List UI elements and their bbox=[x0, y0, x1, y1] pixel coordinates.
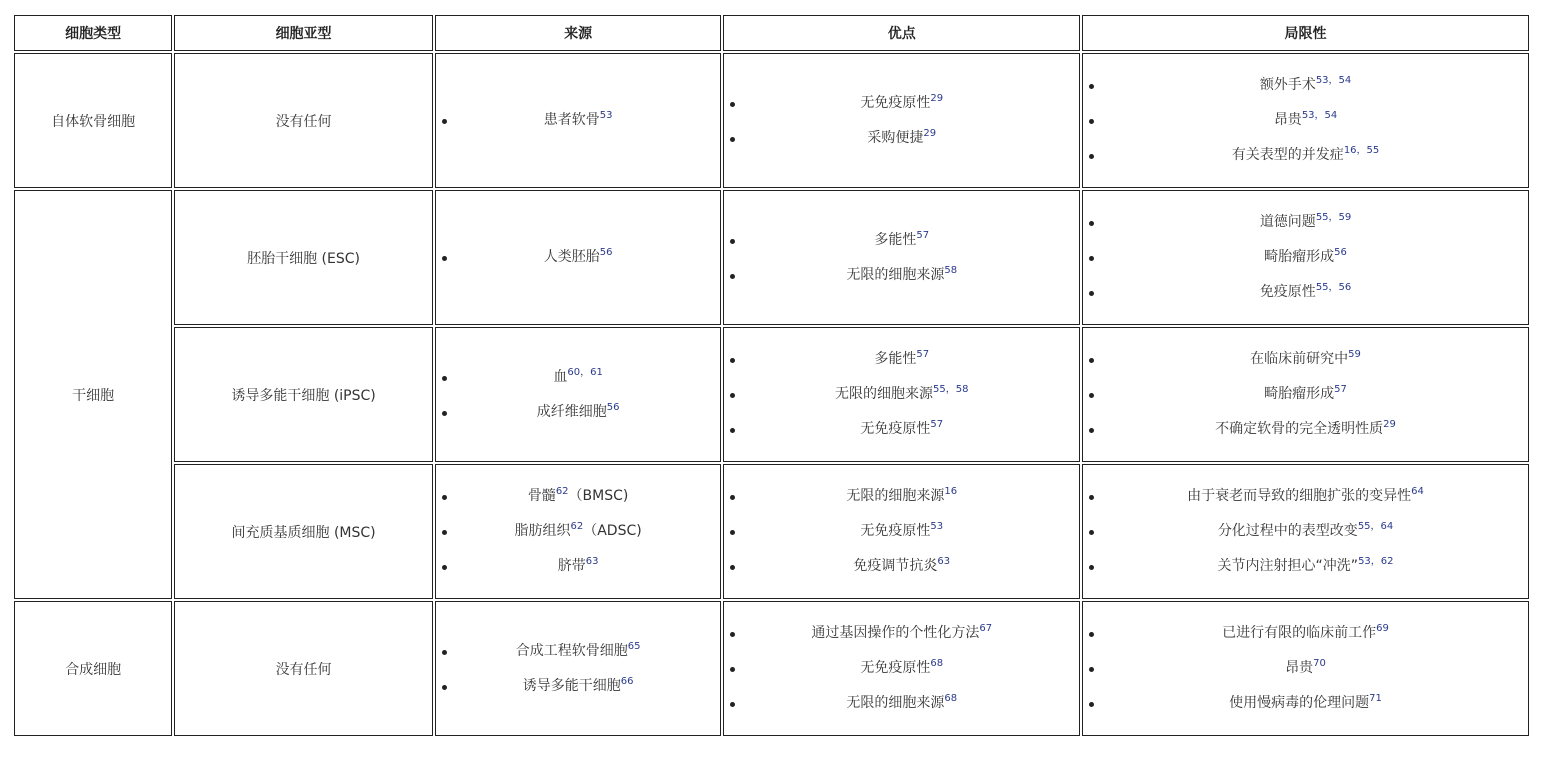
reference-superscript: 57 bbox=[916, 349, 930, 360]
list-item bbox=[436, 549, 721, 584]
item-text: 患者软骨 bbox=[543, 112, 600, 128]
list-item bbox=[1083, 240, 1528, 275]
reference-superscript: 55，59 bbox=[1315, 212, 1352, 223]
list-item bbox=[1083, 412, 1528, 447]
header-source: 来源 bbox=[435, 15, 722, 51]
list-item bbox=[436, 103, 721, 138]
sources-cell bbox=[435, 464, 722, 599]
subtype-cell: 诱导多能干细胞 (iPSC) bbox=[174, 327, 433, 462]
reference-superscript: 53，62 bbox=[1358, 556, 1394, 567]
item-text: 免疫调节抗炎 bbox=[853, 558, 938, 574]
header-cell-subtype: 细胞亚型 bbox=[174, 15, 433, 51]
limitations-cell bbox=[1082, 327, 1529, 462]
sources-cell bbox=[435, 190, 722, 325]
limitations-cell bbox=[1082, 53, 1529, 188]
item-text: 免疫原性 bbox=[1259, 284, 1316, 300]
item-text: 脐带 bbox=[557, 558, 586, 574]
subtype-cell: 胚胎干细胞 (ESC) bbox=[174, 190, 433, 325]
header-limitations: 局限性 bbox=[1082, 15, 1529, 51]
table-row bbox=[14, 327, 1529, 462]
reference-superscript: 53，54 bbox=[1301, 110, 1338, 121]
advantages-cell bbox=[723, 190, 1080, 325]
list-item bbox=[1083, 549, 1528, 584]
reference-superscript: 70 bbox=[1313, 658, 1326, 669]
table-row bbox=[14, 190, 1529, 325]
item-text: 无限的细胞来源 bbox=[846, 266, 945, 283]
reference-superscript: 63 bbox=[937, 556, 951, 567]
list-item bbox=[1083, 651, 1528, 686]
list-item bbox=[724, 223, 1079, 258]
list-item bbox=[724, 651, 1079, 686]
item-suffix: （BMSC) bbox=[568, 488, 629, 504]
list-item bbox=[436, 669, 721, 704]
reference-superscript: 57 bbox=[1334, 384, 1347, 395]
list-item bbox=[1083, 68, 1528, 103]
reference-superscript: 55，56 bbox=[1315, 282, 1352, 293]
item-text: 由于衰老而导致的细胞扩张的变异性 bbox=[1187, 488, 1412, 504]
list-item bbox=[436, 514, 721, 549]
item-text: 诱导多能干细胞 bbox=[522, 677, 621, 694]
table-row bbox=[14, 464, 1529, 599]
reference-superscript: 53，54 bbox=[1315, 75, 1352, 86]
header-advantages: 优点 bbox=[723, 15, 1080, 51]
item-text: 不确定软骨的完全透明性质 bbox=[1215, 421, 1384, 437]
table-row bbox=[14, 601, 1529, 736]
item-text: 畸胎瘤形成 bbox=[1264, 386, 1335, 402]
list-item bbox=[436, 634, 721, 669]
item-text: 多能性 bbox=[874, 351, 917, 367]
item-text: 通过基因操作的个性化方法 bbox=[811, 625, 980, 641]
reference-superscript: 65 bbox=[627, 640, 641, 652]
reference-superscript: 55，64 bbox=[1357, 521, 1394, 532]
list-item bbox=[436, 360, 721, 395]
item-text: 脂肪组织 bbox=[514, 523, 571, 539]
list-item bbox=[436, 395, 721, 430]
limitations-cell bbox=[1082, 464, 1529, 599]
list-item bbox=[724, 479, 1079, 514]
reference-superscript: 64 bbox=[1411, 486, 1424, 497]
list-item bbox=[724, 377, 1079, 412]
item-text: 额外手术 bbox=[1259, 77, 1316, 93]
reference-superscript: 63 bbox=[585, 556, 599, 567]
item-text: 无限的细胞来源 bbox=[846, 488, 945, 504]
item-text: 无免疫原性 bbox=[860, 660, 931, 676]
advantages-cell bbox=[723, 53, 1080, 188]
list-item bbox=[1083, 205, 1528, 240]
item-text: 多能性 bbox=[874, 231, 917, 248]
subtype-cell: 没有任何 bbox=[174, 601, 433, 736]
list-item bbox=[724, 514, 1079, 549]
reference-superscript: 66 bbox=[620, 675, 634, 687]
advantages-cell bbox=[723, 464, 1080, 599]
table-header-row bbox=[14, 15, 1529, 51]
reference-superscript: 55，58 bbox=[933, 384, 969, 395]
item-text: 人类胚胎 bbox=[543, 249, 600, 265]
list-item bbox=[1083, 275, 1528, 310]
item-text: 无免疫原性 bbox=[860, 523, 931, 539]
reference-superscript: 68 bbox=[930, 658, 944, 669]
reference-superscript: 71 bbox=[1369, 693, 1382, 704]
item-text: 采购便捷 bbox=[867, 129, 924, 146]
item-text: 分化过程中的表型改变 bbox=[1217, 523, 1358, 539]
item-text: 使用慢病毒的伦理问题 bbox=[1229, 695, 1370, 711]
reference-superscript: 56 bbox=[606, 401, 620, 413]
reference-superscript: 56 bbox=[599, 247, 613, 258]
reference-superscript: 67 bbox=[979, 623, 993, 634]
list-item bbox=[724, 686, 1079, 721]
list-item bbox=[1083, 103, 1528, 138]
list-item bbox=[724, 258, 1079, 293]
item-text: 骨髓 bbox=[527, 488, 556, 504]
advantages-cell bbox=[723, 601, 1080, 736]
reference-superscript: 53 bbox=[930, 521, 944, 532]
reference-superscript: 29 bbox=[923, 127, 937, 139]
item-suffix: （ADSC) bbox=[583, 523, 642, 539]
item-text: 关节内注射担心“冲洗” bbox=[1217, 558, 1359, 574]
item-text: 无限的细胞来源 bbox=[846, 695, 945, 711]
item-text: 畸胎瘤形成 bbox=[1264, 249, 1335, 265]
item-text: 已进行有限的临床前工作 bbox=[1222, 625, 1377, 641]
list-item bbox=[1083, 514, 1528, 549]
reference-superscript: 58 bbox=[944, 264, 958, 276]
sources-cell bbox=[435, 327, 722, 462]
list-item bbox=[1083, 138, 1528, 173]
list-item bbox=[436, 479, 721, 514]
limitations-cell bbox=[1082, 190, 1529, 325]
group-cell: 干细胞 bbox=[14, 190, 172, 599]
list-item bbox=[1083, 479, 1528, 514]
item-text: 无免疫原性 bbox=[860, 94, 931, 111]
list-item bbox=[1083, 686, 1528, 721]
list-item bbox=[1083, 616, 1528, 651]
reference-superscript: 60，61 bbox=[567, 366, 603, 378]
sources-cell bbox=[435, 601, 722, 736]
reference-superscript: 29 bbox=[1383, 419, 1396, 430]
reference-superscript: 29 bbox=[930, 92, 944, 104]
reference-superscript: 62 bbox=[555, 486, 569, 497]
reference-superscript: 68 bbox=[944, 693, 958, 704]
subtype-cell: 间充质基质细胞 (MSC) bbox=[174, 464, 433, 599]
item-text: 有关表型的并发症 bbox=[1231, 147, 1344, 163]
reference-superscript: 57 bbox=[930, 419, 944, 430]
list-item bbox=[724, 121, 1079, 156]
reference-superscript: 62 bbox=[570, 521, 584, 532]
item-text: 无免疫原性 bbox=[860, 421, 931, 437]
list-item bbox=[724, 342, 1079, 377]
list-item bbox=[724, 86, 1079, 121]
table-row bbox=[14, 53, 1529, 188]
group-cell: 自体软骨细胞 bbox=[14, 53, 172, 188]
list-item bbox=[1083, 377, 1528, 412]
item-text: 无限的细胞来源 bbox=[835, 386, 933, 402]
item-text: 昂贵 bbox=[1273, 112, 1302, 128]
list-item bbox=[724, 616, 1079, 651]
item-text: 道德问题 bbox=[1259, 214, 1316, 230]
reference-superscript: 53 bbox=[599, 110, 613, 121]
item-text: 在临床前研究中 bbox=[1250, 351, 1349, 367]
item-text: 昂贵 bbox=[1285, 660, 1314, 676]
reference-superscript: 59 bbox=[1348, 349, 1361, 360]
reference-superscript: 57 bbox=[916, 229, 930, 241]
limitations-cell bbox=[1082, 601, 1529, 736]
advantages-cell bbox=[723, 327, 1080, 462]
list-item bbox=[724, 549, 1079, 584]
cell-types-table bbox=[12, 13, 1531, 738]
list-item bbox=[436, 240, 721, 275]
header-cell-type: 细胞类型 bbox=[14, 15, 172, 51]
reference-superscript: 16 bbox=[944, 486, 958, 497]
subtype-cell: 没有任何 bbox=[174, 53, 433, 188]
item-text: 血 bbox=[553, 368, 568, 385]
reference-superscript: 16，55 bbox=[1343, 145, 1380, 156]
group-cell: 合成细胞 bbox=[14, 601, 172, 736]
reference-superscript: 69 bbox=[1376, 623, 1389, 634]
item-text: 合成工程软骨细胞 bbox=[515, 642, 628, 659]
reference-superscript: 56 bbox=[1334, 247, 1347, 258]
list-item bbox=[1083, 342, 1528, 377]
list-item bbox=[724, 412, 1079, 447]
sources-cell bbox=[435, 53, 722, 188]
item-text: 成纤维细胞 bbox=[536, 403, 607, 420]
